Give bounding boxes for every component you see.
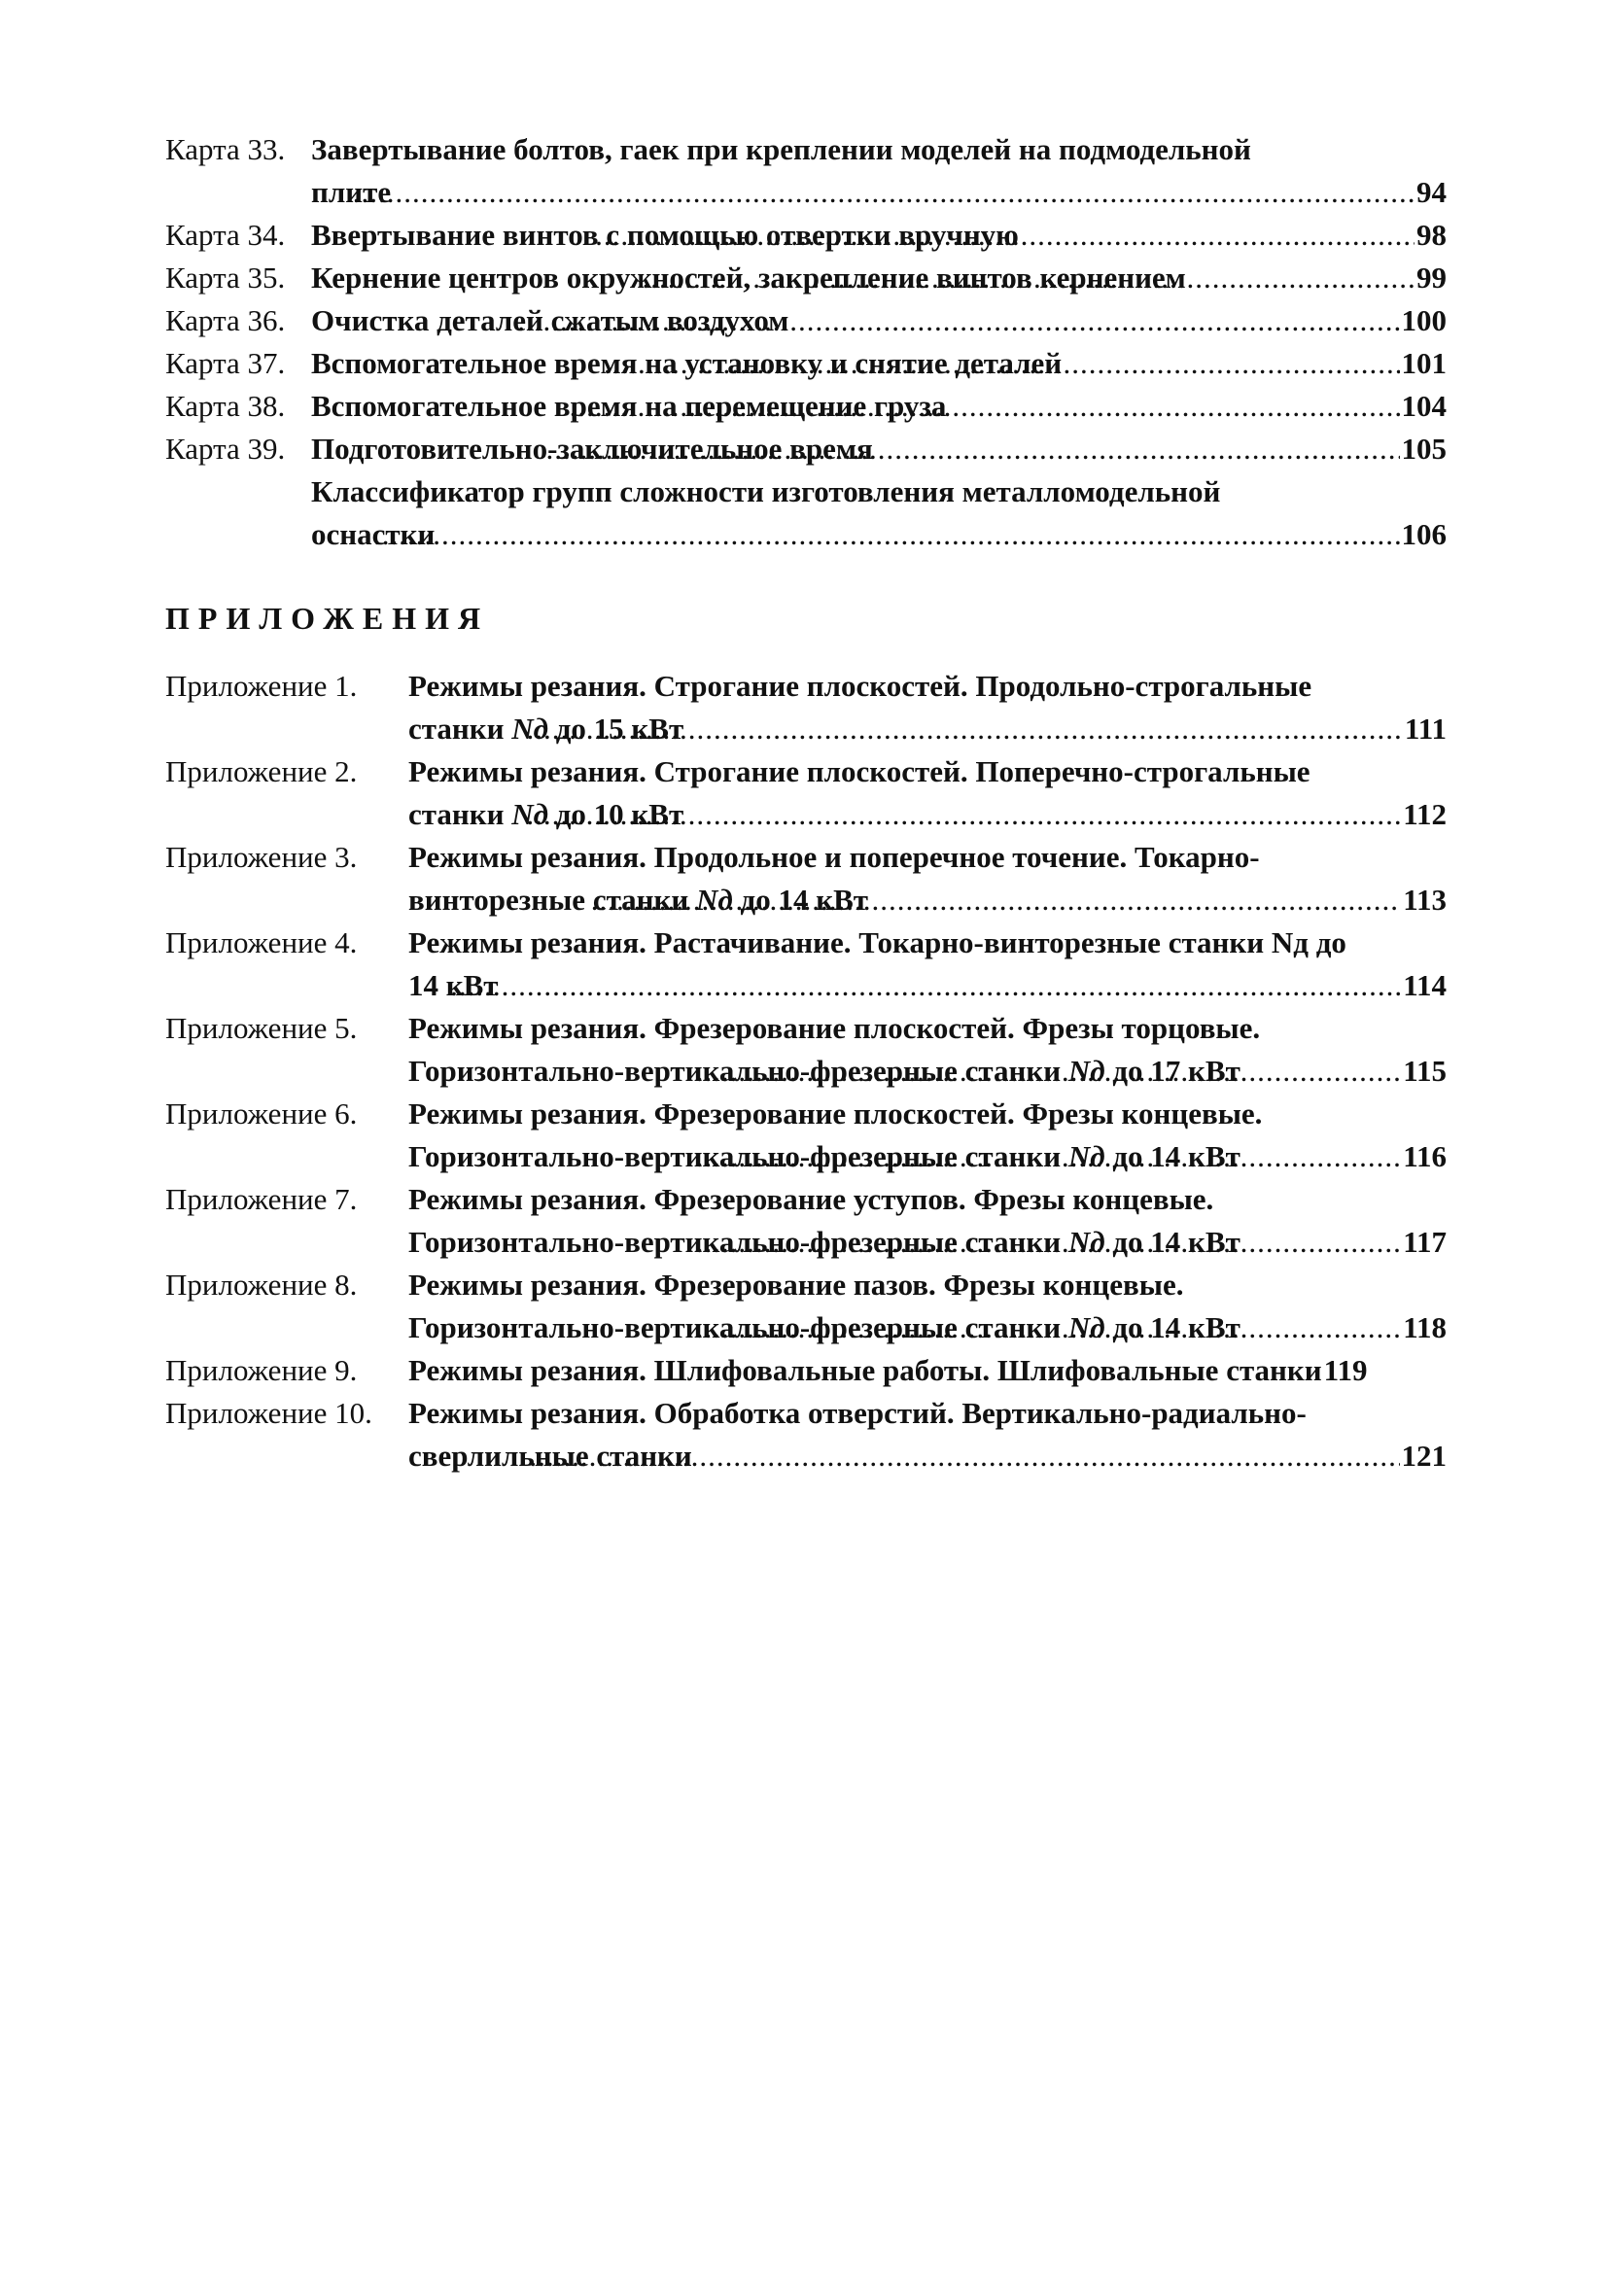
dot-leader [517,299,1399,342]
toc-entry[interactable] [165,428,1447,470]
dot-leader [696,1306,1402,1349]
entry-text: Режимы резания. Фрезерование уступов. Фрезы концевые. [408,1182,1214,1216]
toc-entry[interactable] [165,1093,1447,1178]
entry-text: Вспомогательное время на перемещение груза [311,389,947,423]
page-number: 111 [1404,712,1447,746]
toc-entry[interactable] [165,665,1447,750]
entry-text-end: Горизонтально-вертикально-фрезерные станки Nд до 14 кВт [408,1225,1240,1259]
page-number: 100 [1401,303,1447,337]
entry-text: Режимы резания. Строгание плоскостей. Поперечно-строгальные [408,754,1310,788]
dot-leader [450,964,1401,1007]
toc-entry[interactable] [165,922,1447,1007]
entry-text: Режимы резания. Шлифовальные работы. Шлифовальные станки [408,1353,1322,1387]
entry-text: Вспомогательное время на установку и снятие деталей [311,346,1063,380]
toc-entry[interactable] [165,1392,1447,1478]
entry-text: Подготовительно-заключительное время [311,432,873,466]
page-number: 94 [1416,175,1447,209]
page-number: 119 [1323,1353,1368,1387]
dot-leader [591,879,1401,922]
toc-entry[interactable] [165,1007,1447,1093]
power-symbol: Nд [511,712,548,746]
entry-label: Приложение 1. [165,669,358,703]
entry-label: Приложение 9. [165,1353,358,1387]
toc-entry[interactable] [165,1178,1447,1264]
entry-label: Приложение 2. [165,754,358,788]
page-number: 118 [1403,1310,1447,1344]
power-symbol: Nд [1067,1225,1105,1259]
toc-entry[interactable] [165,257,1447,299]
toc-entry[interactable] [165,750,1447,836]
power-symbol: Nд [1067,1139,1105,1173]
dot-leader [353,171,1415,214]
toc-entry[interactable] [165,836,1447,922]
toc-entry[interactable] [165,1349,1447,1392]
entry-text: Режимы резания. Фрезерование плоскостей. Фрезы торцовые. [408,1011,1261,1045]
toc-entry[interactable] [165,214,1447,257]
page-number: 99 [1416,261,1447,295]
entry-label: Приложение 8. [165,1268,358,1302]
entry-text-end: сверлильные станки [408,1439,692,1473]
entry-text-end: 14 кВт [408,968,499,1002]
page-number: 113 [1403,883,1447,917]
page-number: 116 [1403,1139,1447,1173]
entry-text: Режимы резания. Фрезерование плоскостей. Фрезы концевые. [408,1096,1263,1131]
page-number: 98 [1416,218,1447,252]
entry-text: Кернение центров окружностей, закрепление винтов кернением [311,261,1186,295]
toc-appendices [165,665,1447,1478]
entry-label: Карта 39. [165,432,286,466]
dot-leader [570,385,1400,428]
entry-label: Приложение 5. [165,1011,358,1045]
page-number: 121 [1401,1439,1447,1473]
page-number: 104 [1401,389,1447,423]
dot-leader [529,1435,1399,1478]
dot-leader [373,513,1400,556]
dot-leader [527,708,1403,750]
toc-entry[interactable] [165,1264,1447,1349]
entry-text-end: Горизонтально-вертикально-фрезерные станки Nд до 14 кВт [408,1139,1240,1173]
entry-text-end: станки Nд до 10 кВт [408,797,684,831]
page-number: 112 [1403,797,1447,831]
entry-text-end: оснастки [311,517,436,551]
toc-entry[interactable] [165,385,1447,428]
entry-text: Ввертывание винтов с помощью отвертки вручную [311,218,1019,252]
page-number: 115 [1403,1054,1447,1088]
entry-label: Приложение 6. [165,1096,358,1131]
entry-text: Классификатор групп сложности изготовления металломодельной [311,474,1221,508]
entry-text: Режимы резания. Фрезерование пазов. Фрезы концевые. [408,1268,1184,1302]
power-symbol: Nд [1067,1054,1105,1088]
toc-entry[interactable] [165,470,1447,556]
dot-leader [546,428,1400,470]
entry-label: Приложение 4. [165,925,358,959]
entry-text: Режимы резания. Продольное и поперечное точение. Токарно- [408,840,1260,874]
toc-entry[interactable] [165,299,1447,342]
entry-text-end: Горизонтально-вертикально-фрезерные станки Nд до 17 кВт [408,1054,1240,1088]
entry-text-end: станки Nд до 15 кВт [408,712,684,746]
entry-label: Карта 35. [165,261,286,295]
power-symbol: Nд [1067,1310,1105,1344]
page-number: 106 [1401,517,1447,551]
entry-label: Карта 34. [165,218,286,252]
dot-leader [642,257,1415,299]
entry-label: Приложение 10. [165,1396,372,1430]
entry-label: Карта 38. [165,389,286,423]
entry-text: Режимы резания. Строгание плоскостей. Продольно-строгальные [408,669,1312,703]
page-number: 117 [1403,1225,1447,1259]
dot-leader [696,1221,1402,1264]
entry-text: Режимы резания. Растачивание. Токарно-винторезные станки Nд до [408,925,1346,959]
toc-entry[interactable] [165,342,1447,385]
power-symbol: Nд [511,797,548,831]
entry-text-end: винторезные станки Nд до 14 кВт [408,883,868,917]
page-number: 114 [1403,968,1447,1002]
entry-text: Очистка деталей сжатым воздухом [311,303,789,337]
page-number: 101 [1401,346,1447,380]
entry-text-end: плите [311,175,392,209]
dot-leader [595,214,1415,257]
entry-text: Завертывание болтов, гаек при креплении моделей на подмодельной [311,132,1251,166]
entry-label: Карта 33. [165,132,286,166]
appendix-heading: ПРИЛОЖЕНИЯ [165,601,490,636]
dot-leader [526,793,1401,836]
dot-leader [696,1135,1402,1178]
entry-text-end: Горизонтально-вертикально-фрезерные станки Nд до 14 кВт [408,1310,1240,1344]
power-symbol: Nд [696,883,733,917]
entry-label: Приложение 3. [165,840,358,874]
toc-entry[interactable] [165,128,1447,214]
dot-leader [604,342,1400,385]
dot-leader [696,1050,1402,1093]
entry-label: Приложение 7. [165,1182,358,1216]
entry-text: Режимы резания. Обработка отверстий. Вертикально-радиально- [408,1396,1307,1430]
entry-label: Карта 37. [165,346,286,380]
toc-cards [165,128,1447,556]
entry-label: Карта 36. [165,303,286,337]
page-number: 105 [1401,432,1447,466]
